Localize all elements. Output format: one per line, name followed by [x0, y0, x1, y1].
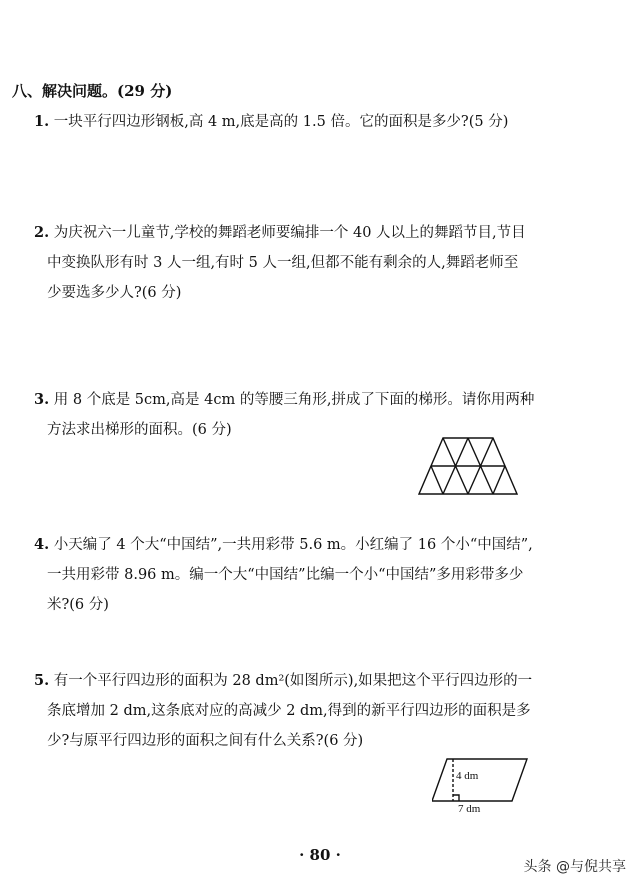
question-text: 米?(6 分) [47, 597, 109, 613]
section-title: 八、解决问题。(29 分) [12, 82, 173, 100]
question-text: 一共用彩带 8.96 m。编一个大“中国结”比编一个小“中国结”多用彩带多少 [47, 567, 524, 583]
question-text: 条底增加 2 dm,这条底对应的高减少 2 dm,得到的新平行四边形的面积是多 [47, 703, 531, 719]
question-number: 3. [34, 391, 50, 408]
question-text: 有一个平行四边形的面积为 28 dm²(如图所示),如果把这个平行四边形的一 [53, 673, 533, 689]
parallelogram-figure [432, 756, 532, 818]
question-number: 1. [34, 113, 50, 130]
question-number: 4. [34, 536, 50, 553]
question-text: 为庆祝六一儿童节,学校的舞蹈老师要编排一个 40 人以上的舞蹈节目,节目 [53, 225, 526, 241]
question-text: 少要选多少人?(6 分) [47, 285, 182, 301]
question-text: 少?与原平行四边形的面积之间有什么关系?(6 分) [47, 733, 364, 749]
right-angle-mark [453, 795, 459, 801]
trapezoid-diagonal [493, 466, 505, 494]
page-number: · 80 · [299, 846, 341, 864]
question-text: 小天编了 4 个大“中国结”,一共用彩带 5.6 m。小红编了 16 个小“中国结”, [53, 537, 533, 553]
question-text: 中变换队形有时 3 人一组,有时 5 人一组,但都不能有剩余的人,舞蹈老师至 [47, 255, 519, 271]
question-3 [34, 385, 624, 445]
watermark: 头条 @与倪共享 [523, 859, 626, 875]
question-text: 方法求出梯形的面积。(6 分) [47, 422, 232, 438]
question-4 [34, 530, 624, 620]
parallelogram-outline [432, 759, 527, 801]
trapezoid-diagonal [431, 466, 443, 494]
question-1 [34, 107, 624, 137]
question-number: 2. [34, 224, 50, 241]
base-label: 7 dm [458, 803, 481, 815]
trapezoid-figure [418, 437, 518, 495]
parallelogram-shape [432, 756, 532, 806]
question-text: 一块平行四边形钢板,高 4 m,底是高的 1.5 倍。它的面积是多少?(5 分) [53, 114, 509, 130]
question-number: 5. [34, 672, 50, 689]
height-label: 4 dm [456, 770, 479, 782]
question-2 [34, 218, 624, 308]
question-text: 用 8 个底是 5cm,高是 4cm 的等腰三角形,拼成了下面的梯形。请你用两种 [53, 392, 535, 408]
question-5 [34, 666, 624, 756]
